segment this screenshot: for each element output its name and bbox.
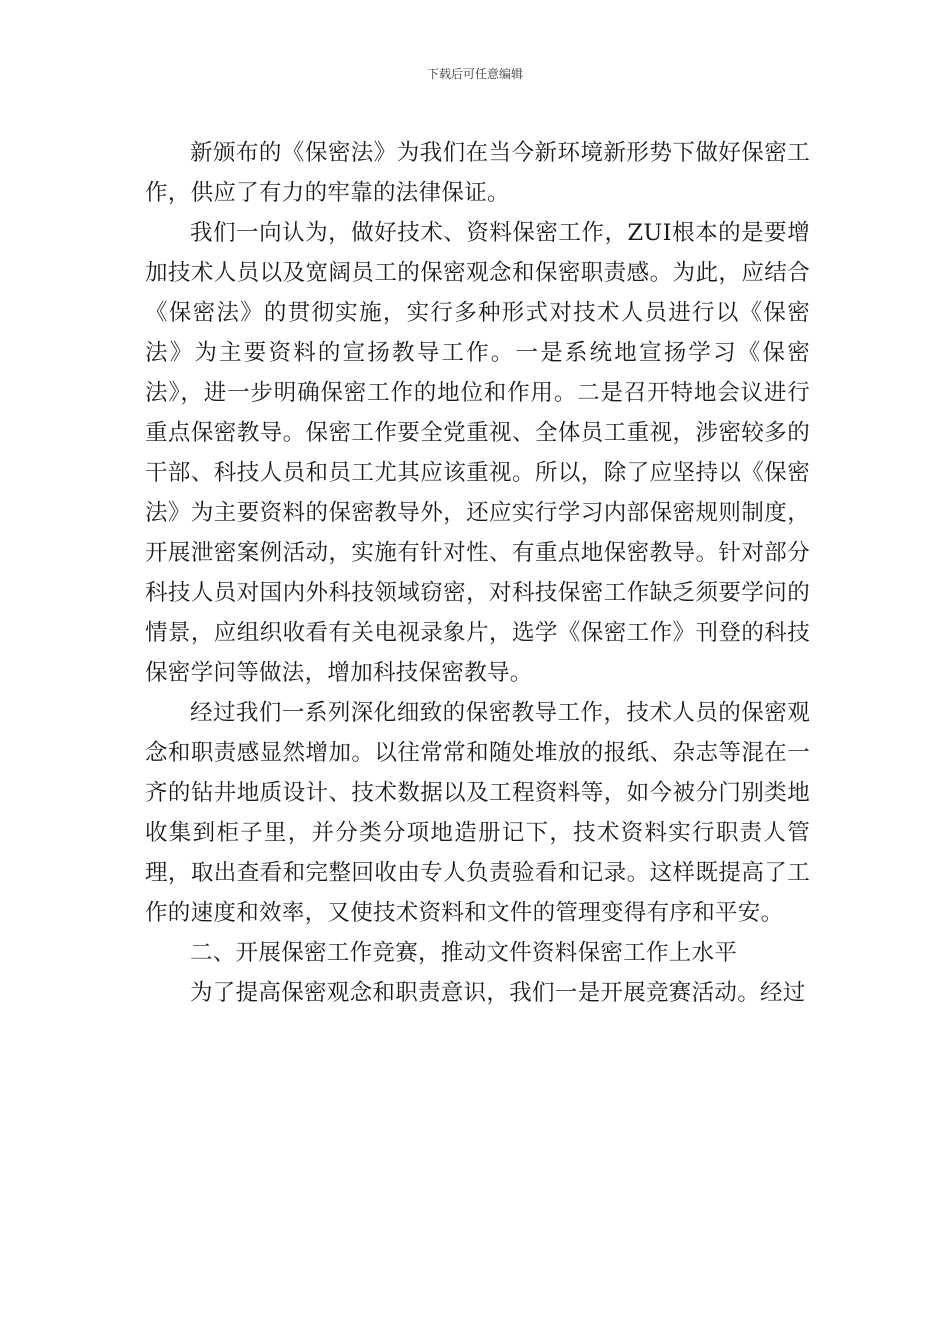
paragraph-education: 我们一向认为，做好技术、资料保密工作，ZUI根本的是要增加技术人员以及宽阔员工的保密观念和保密职责感。为此，应结合《保密法》的贯彻实施，实行多种形式对技术人员进行以《保密法》为主要资料的宣扬教导工作。一是系统地宣扬学习《保密法》，进一步明确保密工作的地位和作用。二是召开特地会议进行重点保密教导。保密工作要全党重视、全体员工重视，涉密较多的干部、科技人员和员工尤其应该重视。所以，除了应坚持以《保密法》为主要资料的保密教导外，还应实行学习内部保密规则制度，开展泄密案例活动，实施有针对性、有重点地保密教导。针对部分科技人员对国内外科技领域窃密，对科技保密工作缺乏须要学问的情景，应组织收看有关电视录象片，选学《保密工作》刊登的科技保密学问等做法，增加科技保密教导。 [145, 220, 810, 686]
document-body [145, 133, 810, 1013]
section-heading: 二、开展保密工作竞赛，推动文件资料保密工作上水平 [190, 940, 738, 966]
paragraph-competition: 为了提高保密观念和职责意识，我们一是开展竞赛活动。经过 [190, 980, 806, 1006]
paragraph-results: 经过我们一系列深化细致的保密教导工作，技术人员的保密观念和职责感显然增加。以往常常和随处堆放的报纸、杂志等混在一齐的钻井地质设计、技术数据以及工程资料等，如今被分门别类地收集到柜子里，并分类分项地造册记下，技术资料实行职责人管理，取出查看和完整回收由专人负责验看和记录。这样既提高了工作的速度和效率，又使技术资料和文件的管理变得有序和平安。 [145, 700, 810, 926]
page-header-note: 下载后可任意编辑 [426, 67, 523, 81]
paragraph-intro: 新颁布的《保密法》为我们在当今新环境新形势下做好保密工作，供应了有力的牢靠的法律保证。 [145, 140, 810, 206]
